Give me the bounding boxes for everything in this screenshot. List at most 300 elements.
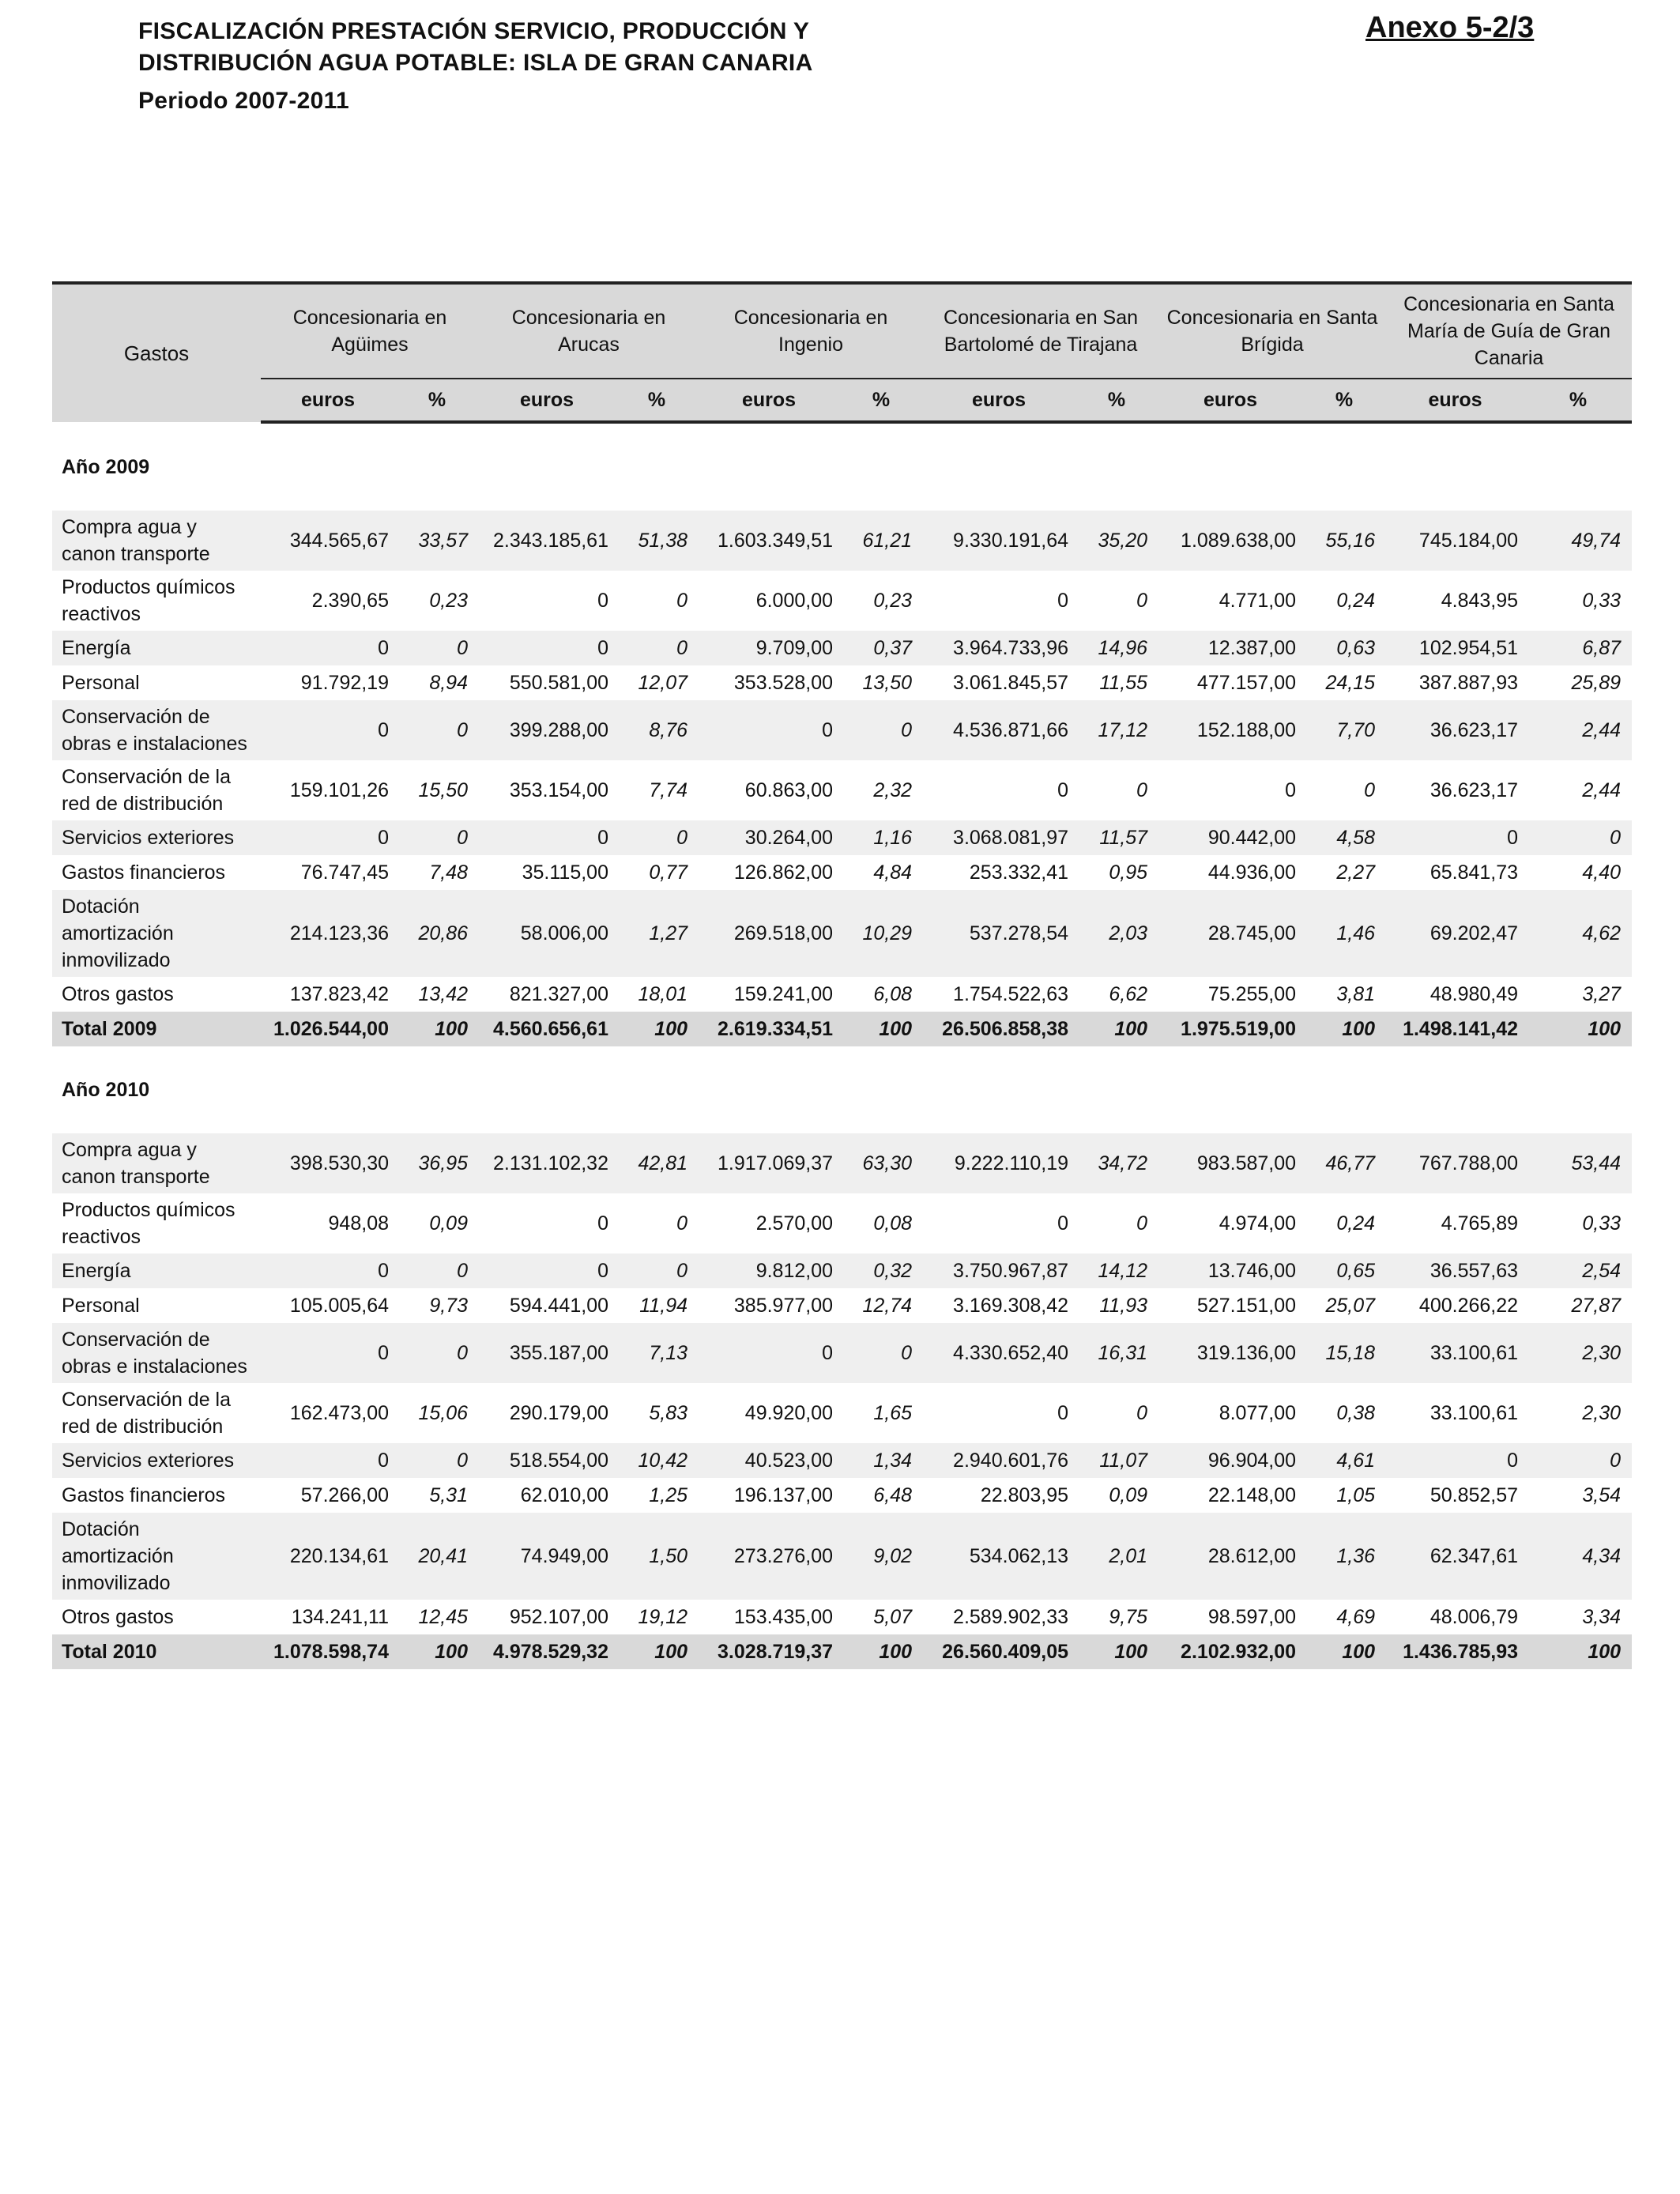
- euros-cell: 399.288,00: [479, 700, 615, 760]
- percent-cell: 0: [395, 700, 479, 760]
- subheader-percent: %: [839, 379, 923, 422]
- percent-cell: 0: [839, 1323, 923, 1383]
- title-line-1: FISCALIZACIÓN PRESTACIÓN SERVICIO, PRODUCCIÓN Y: [138, 18, 810, 44]
- euros-cell: 220.134,61: [261, 1513, 395, 1600]
- total-euros-cell: 1.975.519,00: [1158, 1012, 1302, 1046]
- euros-cell: 0: [261, 1323, 395, 1383]
- euros-cell: 3.964.733,96: [923, 631, 1075, 665]
- percent-cell: 0: [395, 1323, 479, 1383]
- euros-cell: 134.241,11: [291, 1605, 389, 1628]
- percent-cell: 7,70: [1302, 700, 1386, 760]
- euros-cell: 96.904,00: [1158, 1443, 1302, 1478]
- percent-cell: 1,34: [839, 1443, 923, 1478]
- euros-cell: 952.107,00: [509, 1605, 608, 1628]
- euros-cell: 126.862,00: [733, 861, 834, 884]
- percent-cell: 15,06: [418, 1401, 468, 1424]
- percent-cell: 51,38: [615, 511, 699, 571]
- percent-cell: 1,65: [873, 1401, 913, 1424]
- euros-cell: 3.750.967,87: [923, 1253, 1075, 1288]
- total-row: [52, 1634, 1632, 1669]
- percent-cell: 1,36: [1302, 1513, 1386, 1600]
- euros-cell: 385.977,00: [733, 1294, 834, 1317]
- euros-cell: 214.123,36: [261, 890, 395, 977]
- row-label: Energía: [52, 1253, 261, 1288]
- euros-cell: 398.530,30: [261, 1133, 395, 1193]
- subheader-euros: euros: [699, 379, 839, 422]
- total-percent-cell: 100: [1302, 1012, 1386, 1046]
- euros-cell: 36.623,17: [1386, 700, 1524, 760]
- percent-cell: 5,31: [429, 1483, 468, 1506]
- euros-cell: 4.765,89: [1441, 1212, 1519, 1235]
- percent-cell: 9,75: [1109, 1605, 1148, 1628]
- percent-cell: 53,44: [1524, 1133, 1632, 1193]
- euros-cell: 0: [1057, 1401, 1069, 1424]
- percent-cell: 0,32: [839, 1253, 923, 1288]
- euros-cell: 2.589.902,33: [953, 1605, 1069, 1628]
- percent-cell: 55,16: [1302, 511, 1386, 571]
- section-heading-row: [52, 422, 1632, 511]
- row-label: Conservación de obras e instalaciones: [52, 1323, 261, 1383]
- euros-cell: 36.557,63: [1386, 1253, 1524, 1288]
- percent-cell: 24,15: [1325, 671, 1376, 694]
- total-euros-cell: 1.026.544,00: [261, 1012, 395, 1046]
- euros-cell: 8.077,00: [1219, 1401, 1297, 1424]
- percent-cell: 0,77: [649, 861, 688, 884]
- euros-cell: 253.332,41: [969, 861, 1069, 884]
- table-row: [52, 631, 1632, 665]
- euros-cell: 159.101,26: [289, 778, 389, 801]
- percent-cell: 2,03: [1075, 890, 1158, 977]
- percent-cell: 11,55: [1099, 671, 1148, 694]
- percent-cell: 0: [615, 820, 699, 855]
- percent-cell: 20,86: [395, 890, 479, 977]
- percent-cell: 19,12: [638, 1605, 688, 1628]
- table-row: [52, 1288, 1632, 1323]
- annex-label: Anexo 5-2/3: [1365, 11, 1535, 44]
- percent-cell: 6,87: [1524, 631, 1632, 665]
- euros-cell: 75.255,00: [1207, 982, 1297, 1005]
- total-euros-cell: 26.506.858,38: [923, 1012, 1075, 1046]
- euros-cell: 0: [261, 631, 395, 665]
- gastos-header: Gastos: [52, 283, 261, 422]
- percent-cell: 0,37: [839, 631, 923, 665]
- row-label: Compra agua y canon transporte: [52, 1133, 261, 1193]
- percent-cell: 11,93: [1099, 1294, 1148, 1317]
- euros-cell: 50.852,57: [1430, 1483, 1519, 1506]
- percent-cell: 9,02: [839, 1513, 923, 1600]
- euros-cell: 196.137,00: [733, 1483, 834, 1506]
- column-header-san-bartolome: Concesionaria en San Bartolomé de Tirajana: [923, 283, 1158, 379]
- percent-cell: 10,29: [839, 890, 923, 977]
- percent-cell: 3,54: [1582, 1483, 1622, 1506]
- euros-cell: 0: [479, 631, 615, 665]
- euros-cell: 344.565,67: [261, 511, 395, 571]
- euros-cell: 48.980,49: [1430, 982, 1519, 1005]
- euros-cell: 9.222.110,19: [923, 1133, 1075, 1193]
- euros-cell: 30.264,00: [699, 820, 839, 855]
- total-euros-cell: 26.560.409,05: [923, 1634, 1075, 1669]
- percent-cell: 4,40: [1582, 861, 1622, 884]
- percent-cell: 7,48: [429, 861, 468, 884]
- subheader-euros: euros: [923, 379, 1075, 422]
- euros-cell: 22.148,00: [1207, 1483, 1297, 1506]
- percent-cell: 0: [395, 1443, 479, 1478]
- euros-cell: 28.745,00: [1158, 890, 1302, 977]
- euros-cell: 3.061.845,57: [953, 671, 1069, 694]
- euros-cell: 152.188,00: [1158, 700, 1302, 760]
- percent-cell: 0: [839, 700, 923, 760]
- percent-cell: 0: [395, 820, 479, 855]
- table-row: [52, 1383, 1632, 1443]
- subheader-euros: euros: [261, 379, 395, 422]
- percent-cell: 1,27: [615, 890, 699, 977]
- subheader-euros: euros: [1386, 379, 1524, 422]
- percent-cell: 0: [395, 631, 479, 665]
- euros-cell: 2.343.185,61: [479, 511, 615, 571]
- percent-cell: 27,87: [1571, 1294, 1622, 1317]
- euros-cell: 2.940.601,76: [923, 1443, 1075, 1478]
- percent-cell: 0,65: [1302, 1253, 1386, 1288]
- percent-cell: 14,12: [1075, 1253, 1158, 1288]
- euros-cell: 3.068.081,97: [923, 820, 1075, 855]
- euros-cell: 767.788,00: [1386, 1133, 1524, 1193]
- total-percent-cell: 100: [395, 1012, 479, 1046]
- euros-cell: 0: [261, 1253, 395, 1288]
- euros-cell: 137.823,42: [289, 982, 389, 1005]
- percent-cell: 2,27: [1336, 861, 1376, 884]
- percent-cell: 12,74: [862, 1294, 913, 1317]
- percent-cell: 0: [615, 1253, 699, 1288]
- row-label: Dotación amortización inmovilizado: [52, 1513, 261, 1600]
- percent-cell: 0,09: [1109, 1483, 1148, 1506]
- euros-cell: 22.803,95: [980, 1483, 1069, 1506]
- euros-cell: 355.187,00: [479, 1323, 615, 1383]
- percent-cell: 2,54: [1524, 1253, 1632, 1288]
- euros-cell: 76.747,45: [300, 861, 389, 884]
- euros-cell: 1.603.349,51: [699, 511, 839, 571]
- percent-cell: 0: [1136, 1401, 1148, 1424]
- percent-cell: 0: [676, 1212, 688, 1235]
- row-label: Conservación de la red de distribución: [62, 1389, 232, 1438]
- percent-cell: 0,24: [1336, 589, 1376, 612]
- euros-cell: 273.276,00: [699, 1513, 839, 1600]
- percent-cell: 9,73: [429, 1294, 468, 1317]
- euros-cell: 9.330.191,64: [923, 511, 1075, 571]
- table-row: [52, 1478, 1632, 1513]
- euros-cell: 0: [597, 1212, 608, 1235]
- percent-cell: 61,21: [839, 511, 923, 571]
- percent-cell: 0: [395, 1253, 479, 1288]
- euros-cell: 102.954,51: [1386, 631, 1524, 665]
- total-percent-cell: 100: [839, 1012, 923, 1046]
- percent-cell: 15,18: [1302, 1323, 1386, 1383]
- table-row: [52, 977, 1632, 1012]
- subheader-percent: %: [395, 379, 479, 422]
- table-row: [52, 855, 1632, 890]
- euros-cell: 65.841,73: [1430, 861, 1519, 884]
- percent-cell: 11,94: [639, 1294, 688, 1317]
- column-header-santa-brigida: Concesionaria en Santa Brígida: [1158, 283, 1386, 379]
- total-percent-cell: 100: [615, 1012, 699, 1046]
- euros-cell: 36.623,17: [1430, 778, 1519, 801]
- percent-cell: 0: [1136, 589, 1148, 612]
- euros-cell: 1.754.522,63: [953, 982, 1069, 1005]
- euros-cell: 57.266,00: [300, 1483, 389, 1506]
- euros-cell: 4.330.652,40: [923, 1323, 1075, 1383]
- table-row: [52, 700, 1632, 760]
- euros-cell: 0: [1386, 1443, 1524, 1478]
- table-row: [52, 1513, 1632, 1600]
- percent-cell: 0,33: [1582, 1212, 1622, 1235]
- percent-cell: 6,48: [873, 1483, 913, 1506]
- percent-cell: 3,81: [1336, 982, 1376, 1005]
- total-euros-cell: 2.102.932,00: [1158, 1634, 1302, 1669]
- row-label: Personal: [62, 672, 140, 694]
- euros-cell: 91.792,19: [300, 671, 389, 694]
- percent-cell: 7,74: [649, 778, 688, 801]
- euros-cell: 49.920,00: [744, 1401, 834, 1424]
- euros-cell: 153.435,00: [733, 1605, 834, 1628]
- euros-cell: 745.184,00: [1386, 511, 1524, 571]
- percent-cell: 4,34: [1524, 1513, 1632, 1600]
- percent-cell: 46,77: [1302, 1133, 1386, 1193]
- row-label: Compra agua y canon transporte: [52, 511, 261, 571]
- percent-cell: 35,20: [1075, 511, 1158, 571]
- percent-cell: 0,95: [1109, 861, 1148, 884]
- euros-cell: 948,08: [328, 1212, 389, 1235]
- euros-cell: 4.771,00: [1219, 589, 1297, 612]
- row-label: Gastos financieros: [62, 861, 226, 884]
- table-row: [52, 571, 1632, 631]
- table-row: [52, 1253, 1632, 1288]
- table-row: [52, 1323, 1632, 1383]
- total-percent-cell: 100: [615, 1634, 699, 1669]
- percent-cell: 4,61: [1302, 1443, 1386, 1478]
- percent-cell: 4,58: [1302, 820, 1386, 855]
- euros-cell: 2.131.102,32: [479, 1133, 615, 1193]
- percent-cell: 4,84: [873, 861, 913, 884]
- percent-cell: 0,09: [429, 1212, 468, 1235]
- total-label: Total 2009: [52, 1012, 261, 1046]
- percent-cell: 0: [1136, 778, 1148, 801]
- euros-cell: 0: [1057, 589, 1069, 612]
- percent-cell: 4,69: [1336, 1605, 1376, 1628]
- row-label: Gastos financieros: [62, 1484, 226, 1506]
- total-euros-cell: 1.436.785,93: [1386, 1634, 1524, 1669]
- section-heading: Año 2010: [62, 1078, 150, 1101]
- euros-cell: 0: [699, 1323, 839, 1383]
- percent-cell: 0: [1524, 1443, 1632, 1478]
- total-euros-cell: 4.978.529,32: [479, 1634, 615, 1669]
- row-label: Personal: [62, 1295, 140, 1317]
- percent-cell: 8,76: [615, 700, 699, 760]
- percent-cell: 12,45: [418, 1605, 468, 1628]
- percent-cell: 13,42: [418, 982, 468, 1005]
- euros-cell: 2.570,00: [755, 1212, 834, 1235]
- euros-cell: 1.917.069,37: [699, 1133, 839, 1193]
- column-header-arucas: Concesionaria en Arucas: [479, 283, 699, 379]
- percent-cell: 0: [1136, 1212, 1148, 1235]
- euros-cell: 353.154,00: [509, 778, 608, 801]
- euros-cell: 3.169.308,42: [953, 1294, 1069, 1317]
- table-row: [52, 511, 1632, 571]
- table-row: [52, 665, 1632, 700]
- percent-cell: 1,25: [649, 1483, 688, 1506]
- euros-cell: 105.005,64: [289, 1294, 389, 1317]
- percent-cell: 34,72: [1075, 1133, 1158, 1193]
- euros-cell: 387.887,93: [1418, 671, 1519, 694]
- percent-cell: 11,07: [1075, 1443, 1158, 1478]
- percent-cell: 13,50: [862, 671, 913, 694]
- euros-cell: 62.010,00: [520, 1483, 608, 1506]
- euros-cell: 821.327,00: [509, 982, 608, 1005]
- percent-cell: 12,07: [638, 671, 688, 694]
- percent-cell: 1,46: [1302, 890, 1386, 977]
- total-percent-cell: 100: [1524, 1012, 1632, 1046]
- percent-cell: 2,44: [1582, 778, 1622, 801]
- percent-cell: 15,50: [418, 778, 468, 801]
- row-label: Dotación amortización inmovilizado: [52, 890, 261, 977]
- row-label: Energía: [52, 631, 261, 665]
- percent-cell: 0,23: [429, 589, 468, 612]
- euros-cell: 35.115,00: [522, 861, 608, 884]
- euros-cell: 0: [261, 700, 395, 760]
- row-label: Servicios exteriores: [52, 820, 261, 855]
- subheader-euros: euros: [1158, 379, 1302, 422]
- subheader-percent: %: [615, 379, 699, 422]
- percent-cell: 1,05: [1336, 1483, 1376, 1506]
- document-title: [138, 16, 813, 117]
- table-row: [52, 1133, 1632, 1193]
- title-line-2: DISTRIBUCIÓN AGUA POTABLE: ISLA DE GRAN CANARIA: [138, 50, 813, 76]
- euros-cell: 13.746,00: [1158, 1253, 1302, 1288]
- percent-cell: 1,50: [615, 1513, 699, 1600]
- euros-cell: 534.062,13: [923, 1513, 1075, 1600]
- table-row: [52, 820, 1632, 855]
- percent-cell: 18,01: [638, 982, 688, 1005]
- euros-cell: 98.597,00: [1207, 1605, 1297, 1628]
- percent-cell: 2,44: [1524, 700, 1632, 760]
- row-label: Productos químicos reactivos: [62, 576, 235, 625]
- euros-cell: 162.473,00: [289, 1401, 389, 1424]
- euros-cell: 0: [1386, 820, 1524, 855]
- total-euros-cell: 1.498.141,42: [1386, 1012, 1524, 1046]
- expenses-table: [52, 281, 1632, 1669]
- percent-cell: 0,33: [1582, 589, 1622, 612]
- total-percent-cell: 100: [839, 1634, 923, 1669]
- percent-cell: 25,07: [1325, 1294, 1376, 1317]
- euros-cell: 319.136,00: [1158, 1323, 1302, 1383]
- percent-cell: 25,89: [1571, 671, 1622, 694]
- percent-cell: 0,23: [873, 589, 913, 612]
- euros-cell: 269.518,00: [699, 890, 839, 977]
- percent-cell: 14,96: [1075, 631, 1158, 665]
- euros-cell: 0: [699, 700, 839, 760]
- percent-cell: 2,30: [1582, 1401, 1622, 1424]
- table-row: [52, 890, 1632, 977]
- euros-cell: 0: [1285, 778, 1297, 801]
- percent-cell: 11,57: [1075, 820, 1158, 855]
- euros-cell: 353.528,00: [733, 671, 834, 694]
- row-label: Otros gastos: [62, 983, 174, 1005]
- percent-cell: 36,95: [395, 1133, 479, 1193]
- total-percent-cell: 100: [1075, 1012, 1158, 1046]
- percent-cell: 63,30: [839, 1133, 923, 1193]
- euros-cell: 594.441,00: [509, 1294, 608, 1317]
- table-row: [52, 1600, 1632, 1634]
- euros-cell: 0: [1057, 1212, 1069, 1235]
- percent-cell: 20,41: [395, 1513, 479, 1600]
- euros-cell: 4.536.871,66: [923, 700, 1075, 760]
- euros-cell: 0: [261, 820, 395, 855]
- percent-cell: 3,34: [1582, 1605, 1622, 1628]
- section-heading-row: [52, 1046, 1632, 1133]
- euros-cell: 1.089.638,00: [1158, 511, 1302, 571]
- euros-cell: 0: [479, 1253, 615, 1288]
- table-row: [52, 760, 1632, 820]
- percent-cell: 0: [615, 631, 699, 665]
- percent-cell: 17,12: [1075, 700, 1158, 760]
- section-heading: Año 2009: [62, 455, 150, 478]
- percent-cell: 0: [1524, 820, 1632, 855]
- euros-cell: 0: [1057, 778, 1069, 801]
- euros-cell: 983.587,00: [1158, 1133, 1302, 1193]
- percent-cell: 7,13: [615, 1323, 699, 1383]
- euros-cell: 518.554,00: [479, 1443, 615, 1478]
- total-percent-cell: 100: [1302, 1634, 1386, 1669]
- row-label: Otros gastos: [62, 1606, 174, 1628]
- percent-cell: 0: [676, 589, 688, 612]
- title-period: Periodo 2007-2011: [138, 88, 349, 114]
- total-euros-cell: 1.078.598,74: [261, 1634, 395, 1669]
- euros-cell: 0: [261, 1443, 395, 1478]
- percent-cell: 0: [1364, 778, 1376, 801]
- table-row: [52, 1443, 1632, 1478]
- euros-cell: 40.523,00: [699, 1443, 839, 1478]
- euros-cell: 159.241,00: [733, 982, 834, 1005]
- percent-cell: 6,08: [873, 982, 913, 1005]
- euros-cell: 48.006,79: [1430, 1605, 1519, 1628]
- percent-cell: 16,31: [1075, 1323, 1158, 1383]
- percent-cell: 1,16: [839, 820, 923, 855]
- total-row: [52, 1012, 1632, 1046]
- row-label: Conservación de obras e instalaciones: [52, 700, 261, 760]
- total-euros-cell: 2.619.334,51: [699, 1012, 839, 1046]
- subheader-percent: %: [1524, 379, 1632, 422]
- percent-cell: 42,81: [615, 1133, 699, 1193]
- euros-cell: 6.000,00: [755, 589, 834, 612]
- percent-cell: 5,83: [649, 1401, 688, 1424]
- euros-cell: 2.390,65: [311, 589, 389, 612]
- column-header-ingenio: Concesionaria en Ingenio: [699, 283, 923, 379]
- percent-cell: 8,94: [429, 671, 468, 694]
- total-percent-cell: 100: [395, 1634, 479, 1669]
- euros-cell: 28.612,00: [1158, 1513, 1302, 1600]
- percent-cell: 2,32: [873, 778, 913, 801]
- percent-cell: 0,08: [873, 1212, 913, 1235]
- euros-cell: 0: [597, 589, 608, 612]
- euros-cell: 9.812,00: [699, 1253, 839, 1288]
- euros-cell: 400.266,22: [1418, 1294, 1519, 1317]
- percent-cell: 0,63: [1302, 631, 1386, 665]
- row-label: Productos químicos reactivos: [62, 1199, 235, 1248]
- percent-cell: 10,42: [615, 1443, 699, 1478]
- euros-cell: 527.151,00: [1196, 1294, 1297, 1317]
- column-header-santa-maria-guia: Concesionaria en Santa María de Guía de Gran Canaria: [1386, 283, 1632, 379]
- percent-cell: 49,74: [1524, 511, 1632, 571]
- euros-cell: 74.949,00: [479, 1513, 615, 1600]
- percent-cell: 33,57: [395, 511, 479, 571]
